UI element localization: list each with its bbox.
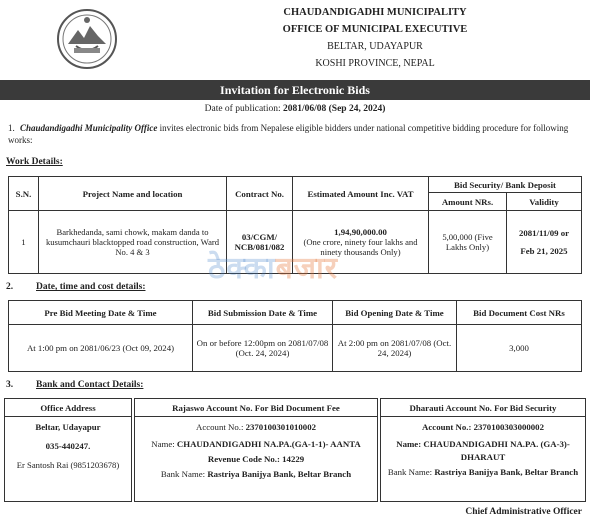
letterhead [0,0,590,78]
col-prebid: Pre Bid Meeting Date & Time [9,301,193,325]
bank-heading: Bank and Contact Details: [36,380,144,390]
col-amount: Estimated Amount Inc. VAT [293,177,429,211]
signature-title: Chief Administrative Officer [465,507,582,517]
bank-number: 3. [6,380,14,390]
rajaswo-account-box: Rajaswo Account No. For Bid Document Fee Account No.: 2370100301010002 Name: CHAUDANDIGADHI NA.PA.(GA-1-1)- AANTA Revenue Code No.: 14229 Bank Name: Rastriya Banijya Bank, Beltar Branch [134,398,378,502]
notice-title: Invitation for Electronic Bids [0,80,590,100]
table-row: At 1:00 pm on 2081/06/23 (Oct 09, 2024) On or before 12:00pm on 2081/07/08 (Oct. 24, 2024) At 2:00 pm on 2081/07/08 (Oct. 24, 2024) 3,000 [9,325,582,372]
dates-number: 2. [6,282,14,292]
publication-date: Date of publication: 2081/06/08 (Sep 24, 2024) [204,104,386,114]
office-location: BELTAR, UDAYAPUR [327,41,423,52]
col-contract: Contract No. [227,177,293,211]
work-details-table [8,176,582,274]
nepal-emblem-icon [56,8,118,70]
col-project: Project Name and location [39,177,227,211]
office-highlight: Chaudandigadhi Municipality Office [20,123,158,133]
watermark-logo: ठेक्काबजार [208,251,339,286]
office-province: KOSHI PROVINCE, NEPAL [315,58,435,69]
table-row: 1 Barkhedanda, sami chowk, makam danda to kusumchauri blacktopped road construction, Ward No. 4 & 3 03/CGM/ NCB/081/082 1,94,90,000.00 (One crore, ninety four lakhs and ninety thousands Only) 5,00,000 (Five Lakhs Only) 2081/11/09 or Feb 21, 2025 [9,211,582,274]
work-details-heading: Work Details: [6,157,63,167]
dates-table [8,300,582,372]
municipality-name: CHAUDANDIGADHI MUNICIPALITY [283,7,467,18]
col-cost: Bid Document Cost NRs [457,301,582,325]
col-security: Bid Security/ Bank Deposit [429,177,582,193]
intro-paragraph: 1. Chaudandigadhi Municipality Office invites electronic bids from Nepalese eligible bidders under national competitive bidding procedure for following works: [8,123,569,145]
office-address-box: Office Address Beltar, Udayapur 035-440247. Er Santosh Rai (9851203678) [4,398,132,502]
dates-heading: Date, time and cost details: [36,282,146,292]
col-validity: Validity [507,193,582,211]
dharauti-account-box: Dharauti Account No. For Bid Security Account No.: 2370100303000002 Name: CHAUDANDIGADHI NA.PA. (GA-3)- DHARAUT Bank Name: Rastriya Banijya Bank, Beltar Branch [380,398,586,502]
office-name: OFFICE OF MUNICIPAL EXECUTIVE [282,24,468,35]
col-amount-nrs: Amount NRs. [429,193,507,211]
col-submission: Bid Submission Date & Time [193,301,333,325]
col-sn: S.N. [9,177,39,211]
col-opening: Bid Opening Date & Time [333,301,457,325]
